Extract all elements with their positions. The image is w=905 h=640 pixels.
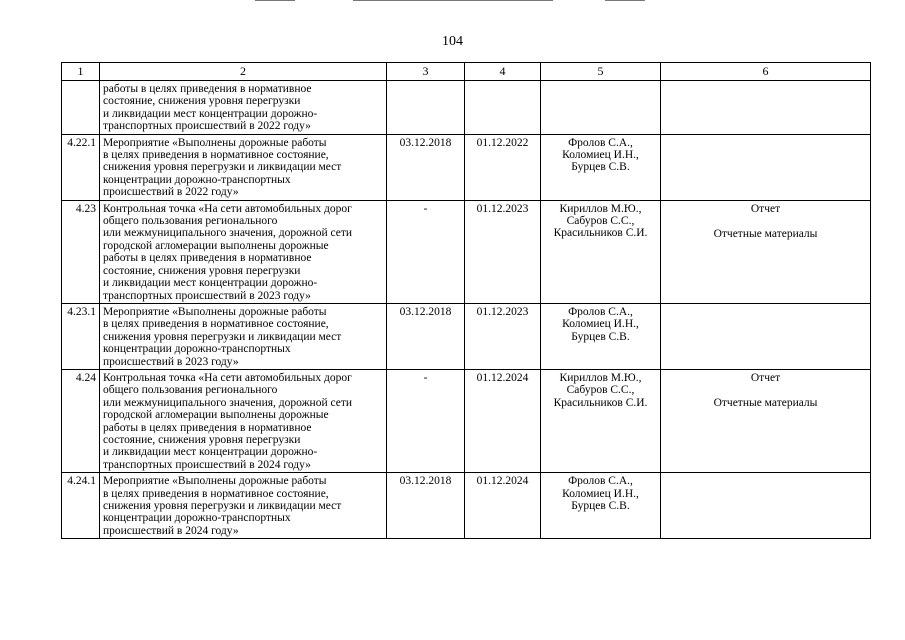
- result-type: [661, 81, 871, 135]
- description-line: состояние, снижения уровня перегрузки: [103, 95, 301, 108]
- description-line: в целях приведения в нормативное состояние,: [103, 318, 329, 331]
- description-line: общего пользования регионального: [103, 384, 278, 397]
- description-line: происшествий в 2022 году»: [103, 186, 239, 199]
- responsible-persons: [541, 303, 661, 369]
- result-type: [661, 134, 871, 200]
- responsible-person: Сабуров С.С.,: [566, 384, 635, 397]
- description-line: снижения уровня перегрузки и ликвидации мест: [103, 161, 342, 174]
- description-line: в целях приведения в нормативное состояние,: [103, 487, 329, 500]
- description-line: работы в целях приведения в нормативное: [103, 252, 312, 265]
- description-line: городской агломерации выполнены дорожные: [103, 409, 329, 422]
- column-header: 2: [100, 63, 387, 81]
- responsible-person: Фролов С.А.,: [568, 305, 633, 318]
- header-row: [62, 63, 871, 81]
- responsible-persons: [541, 81, 661, 135]
- description-line: происшествий в 2023 году»: [103, 355, 239, 368]
- description-line: или межмуниципального значения, дорожной сети: [103, 396, 352, 409]
- description-line: транспортных происшествий в 2023 году»: [103, 289, 311, 302]
- item-number: 4.23.1: [62, 303, 100, 369]
- page-number: 104: [442, 34, 463, 49]
- responsible-persons: [541, 200, 661, 303]
- result-type: [661, 200, 871, 303]
- result-item: Отчетные материалы: [713, 228, 818, 241]
- column-header: 1: [62, 63, 100, 81]
- result-spacer: [664, 384, 867, 397]
- description-line: и ликвидации мест концентрации дорожно-: [103, 277, 318, 290]
- description-line: общего пользования регионального: [103, 215, 278, 228]
- column-header: 6: [661, 63, 871, 81]
- description-line: происшествий в 2024 году»: [103, 524, 239, 537]
- description-line: работы в целях приведения в нормативное: [103, 83, 312, 95]
- table-row: [62, 81, 871, 135]
- description-line: транспортных происшествий в 2024 году»: [103, 458, 311, 471]
- responsible-person: Красильников С.И.: [553, 227, 648, 240]
- description-line: и ликвидации мест концентрации дорожно-: [103, 107, 318, 120]
- item-number: 4.24: [62, 369, 100, 472]
- description-line: Мероприятие «Выполнены дорожные работы: [103, 136, 327, 149]
- description-line: снижения уровня перегрузки и ликвидации мест: [103, 330, 342, 343]
- end-date: [465, 81, 541, 135]
- column-header: 3: [387, 63, 465, 81]
- start-date: -: [387, 200, 465, 303]
- description-line: городской агломерации выполнены дорожные: [103, 239, 329, 252]
- column-header: 4: [465, 63, 541, 81]
- item-description: [100, 473, 387, 539]
- item-number: 4.23: [62, 200, 100, 303]
- item-description: [100, 369, 387, 472]
- item-description: [100, 303, 387, 369]
- responsible-persons: [541, 134, 661, 200]
- column-header: 5: [541, 63, 661, 81]
- description-line: Мероприятие «Выполнены дорожные работы: [103, 305, 327, 318]
- description-line: концентрации дорожно-транспортных: [103, 343, 291, 356]
- table-body: [62, 63, 871, 539]
- description-line: и ликвидации мест концентрации дорожно-: [103, 446, 318, 459]
- result-spacer: [664, 215, 867, 228]
- responsible-person: Кириллов М.Ю.,: [559, 202, 642, 215]
- description-line: в целях приведения в нормативное состояние,: [103, 149, 329, 162]
- description-line: Мероприятие «Выполнены дорожные работы: [103, 475, 327, 488]
- item-number: 4.24.1: [62, 473, 100, 539]
- end-date: 01.12.2022: [465, 134, 541, 200]
- top-rule-center: [353, 0, 553, 1]
- responsible-person: Кириллов М.Ю.,: [559, 371, 642, 384]
- responsible-person: Красильников С.И.: [553, 396, 648, 409]
- item-number: 4.22.1: [62, 134, 100, 200]
- responsible-person: Сабуров С.С.,: [566, 215, 635, 228]
- item-description: [100, 134, 387, 200]
- schedule-table: [61, 62, 871, 539]
- responsible-person: Бурцев С.В.: [571, 330, 630, 343]
- description-line: состояние, снижения уровня перегрузки: [103, 433, 301, 446]
- start-date: -: [387, 369, 465, 472]
- table-row: [62, 369, 871, 472]
- result-type: [661, 473, 871, 539]
- end-date: 01.12.2024: [465, 369, 541, 472]
- description-line: состояние, снижения уровня перегрузки: [103, 264, 301, 277]
- responsible-person: Коломиец И.Н.,: [562, 149, 639, 162]
- responsible-person: Коломиец И.Н.,: [562, 487, 639, 500]
- start-date: 03.12.2018: [387, 134, 465, 200]
- top-rule-left: [255, 0, 295, 1]
- description-line: концентрации дорожно-транспортных: [103, 512, 291, 525]
- item-number: [62, 81, 100, 135]
- description-line: Контрольная точка «На сети автомобильных дорог: [103, 202, 352, 215]
- responsible-persons: [541, 473, 661, 539]
- table-row: [62, 303, 871, 369]
- description-line: транспортных происшествий в 2022 году»: [103, 120, 311, 133]
- responsible-person: Фролов С.А.,: [568, 136, 633, 149]
- description-line: работы в целях приведения в нормативное: [103, 421, 312, 434]
- description-line: или межмуниципального значения, дорожной сети: [103, 227, 352, 240]
- end-date: 01.12.2023: [465, 303, 541, 369]
- result-item: Отчетные материалы: [713, 397, 818, 410]
- responsible-person: Коломиец И.Н.,: [562, 318, 639, 331]
- end-date: 01.12.2024: [465, 473, 541, 539]
- item-description: [100, 81, 387, 135]
- item-description: [100, 200, 387, 303]
- responsible-persons: [541, 369, 661, 472]
- start-date: [387, 81, 465, 135]
- description-line: Контрольная точка «На сети автомобильных дорог: [103, 371, 352, 384]
- table-row: [62, 200, 871, 303]
- start-date: 03.12.2018: [387, 303, 465, 369]
- start-date: 03.12.2018: [387, 473, 465, 539]
- responsible-person: Бурцев С.В.: [571, 161, 630, 174]
- responsible-person: Фролов С.А.,: [568, 475, 633, 488]
- table-row: [62, 473, 871, 539]
- result-item: Отчет: [750, 371, 781, 384]
- top-rule-right: [605, 0, 645, 1]
- description-line: концентрации дорожно-транспортных: [103, 173, 291, 186]
- table-row: [62, 134, 871, 200]
- result-type: [661, 369, 871, 472]
- end-date: 01.12.2023: [465, 200, 541, 303]
- responsible-person: Бурцев С.В.: [571, 500, 630, 512]
- result-item: Отчет: [750, 202, 781, 215]
- description-line: снижения уровня перегрузки и ликвидации мест: [103, 500, 342, 512]
- result-type: [661, 303, 871, 369]
